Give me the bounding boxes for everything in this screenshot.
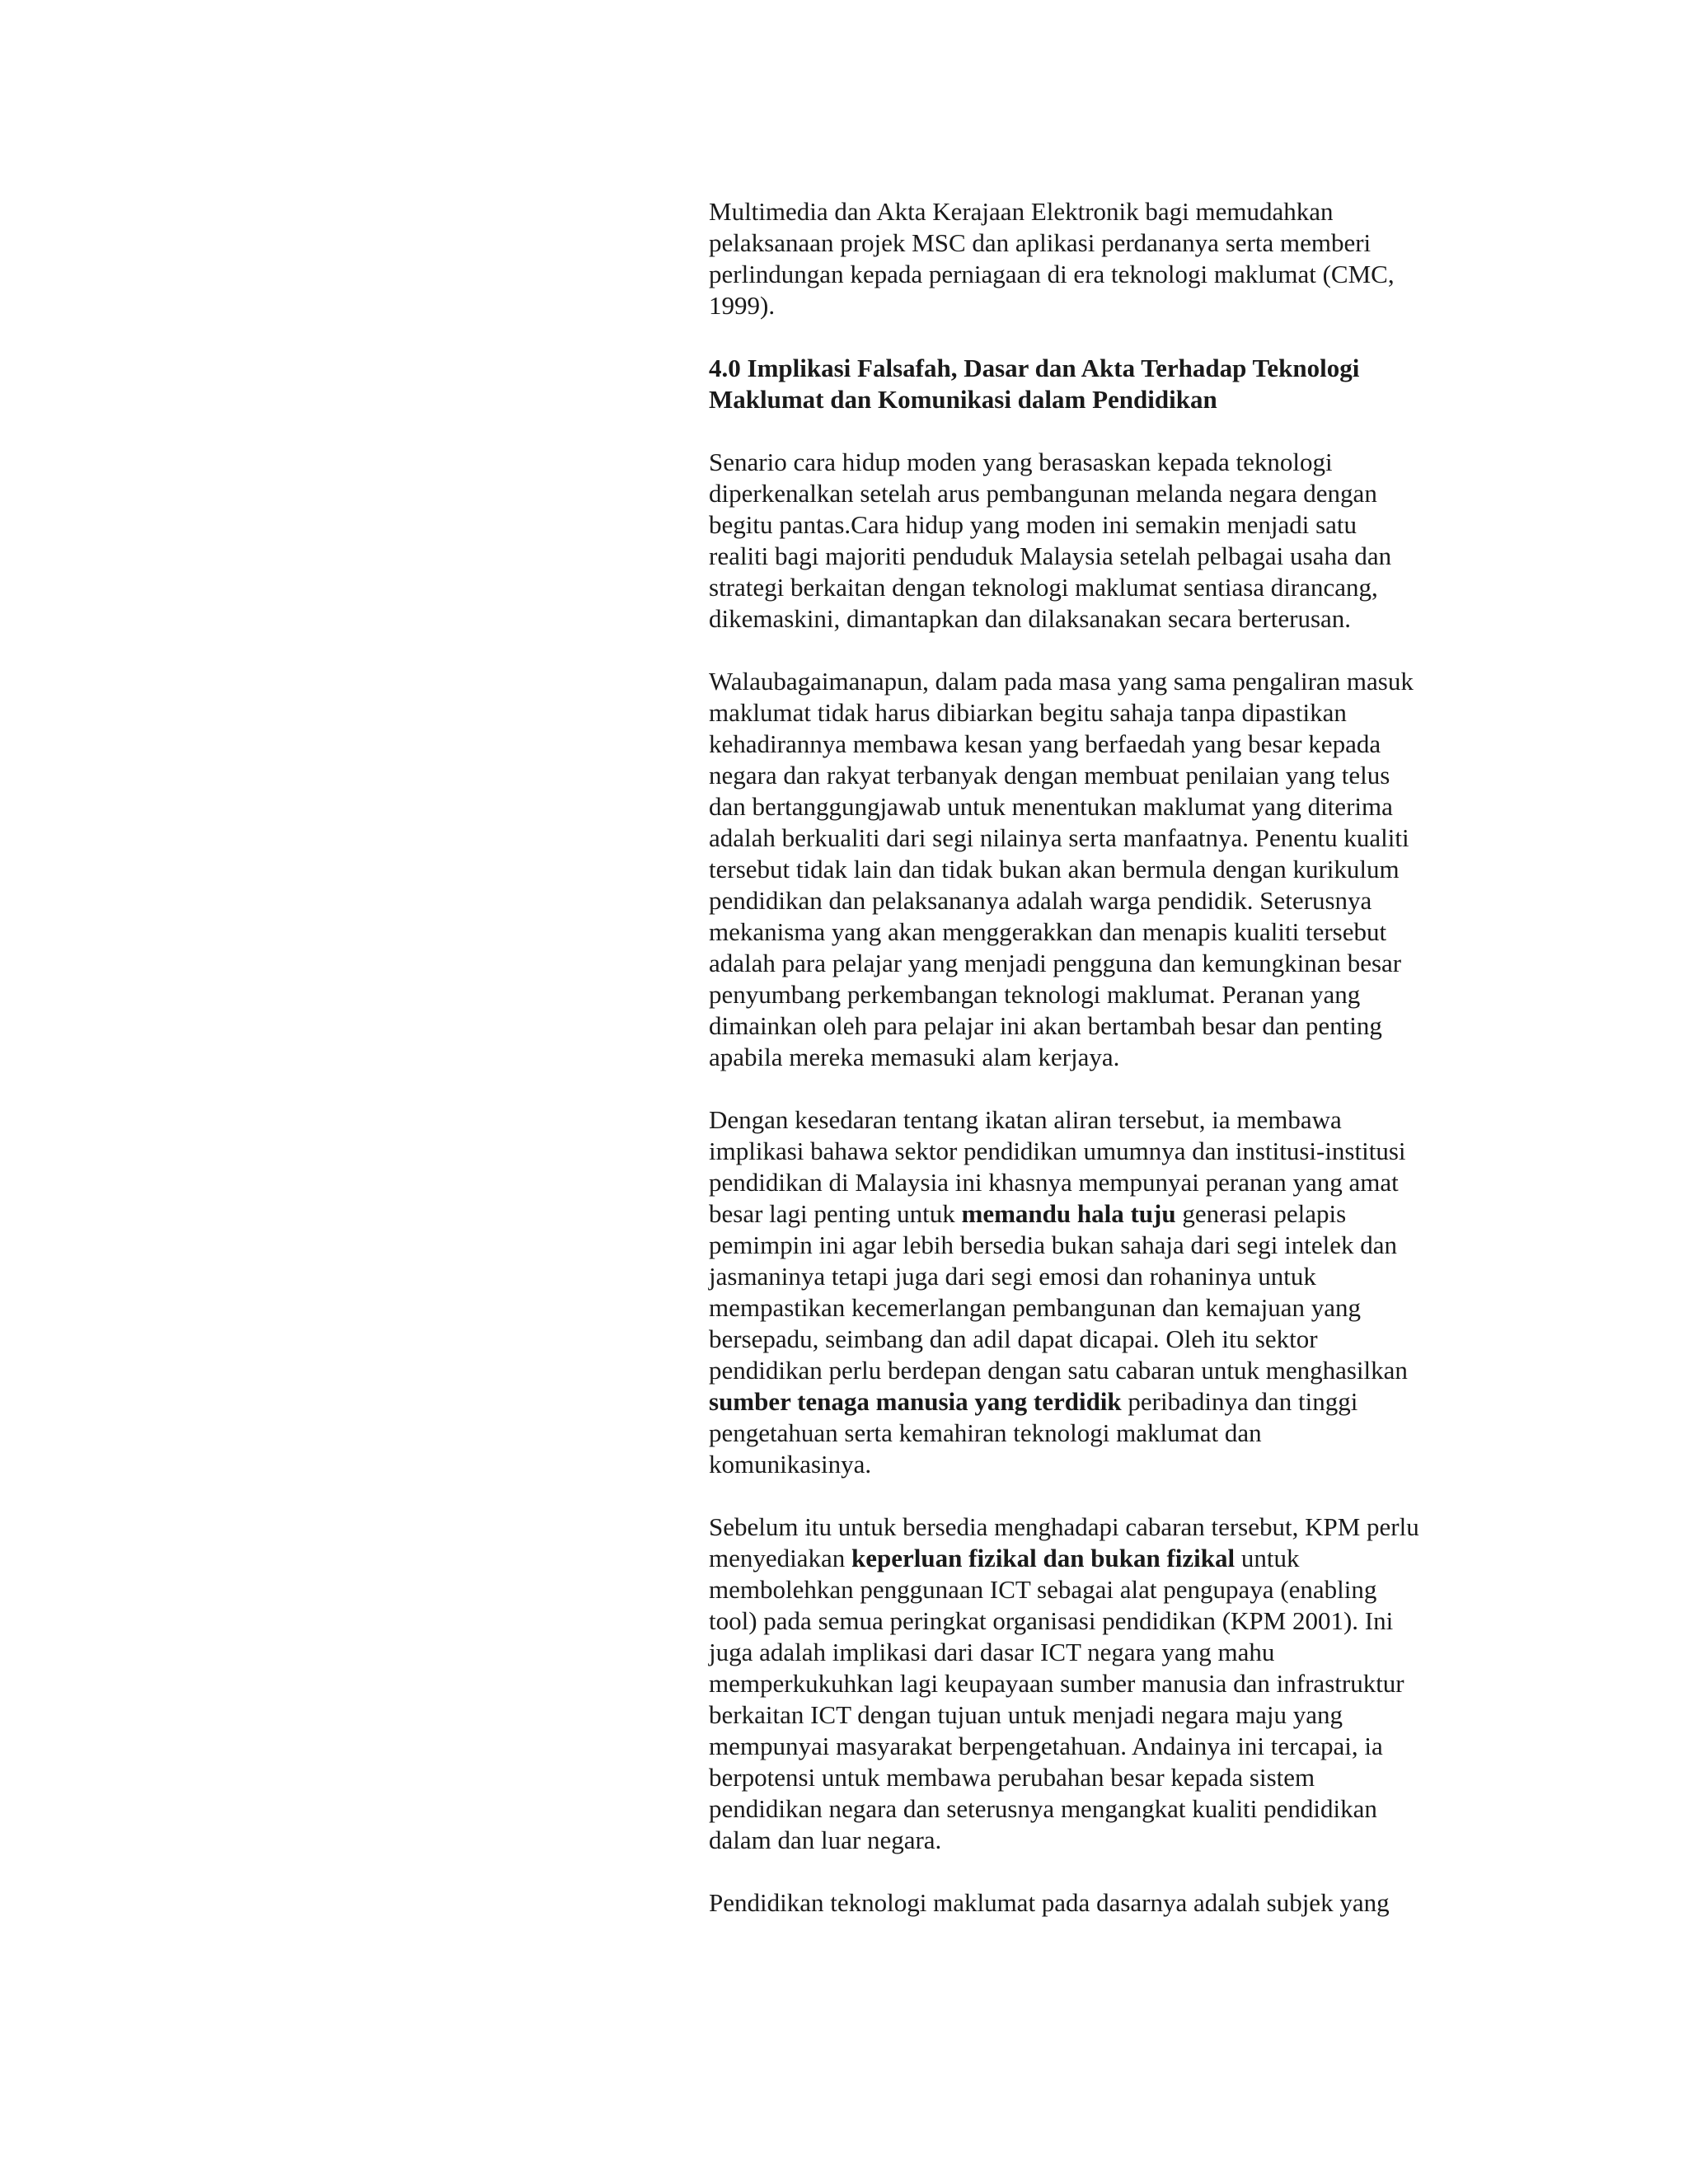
text-line: dikemaskini, dimantapkan dan dilaksanakan secara berterusan. — [709, 604, 1352, 633]
text-line: pengetahuan serta kemahiran teknologi maklumat dan — [709, 1418, 1262, 1447]
emphasis-keperluan-fizikal: keperluan fizikal dan bukan fizikal — [851, 1544, 1236, 1572]
text-line: tersebut tidak lain dan tidak bukan akan bermula dengan kurikulum — [709, 855, 1400, 883]
text-line: realiti bagi majoriti penduduk Malaysia setelah pelbagai usaha dan — [709, 541, 1392, 570]
emphasis-memandu-hala-tuju: memandu hala tuju — [961, 1199, 1176, 1228]
text-line: maklumat tidak harus dibiarkan begitu sahaja tanpa dipastikan — [709, 698, 1347, 727]
paragraph-pendidikan — [709, 1887, 1475, 1919]
paragraph-walaubagaimanapun — [709, 666, 1475, 1073]
text-line: pendidikan di Malaysia ini khasnya mempunyai peranan yang amat — [709, 1168, 1399, 1197]
text-line: perlindungan kepada perniagaan di era teknologi maklumat (CMC, — [709, 260, 1395, 288]
text-line: bersepadu, seimbang dan adil dapat dicapai. Oleh itu sektor — [709, 1324, 1318, 1353]
text-line: negara dan rakyat terbanyak dengan membuat penilaian yang telus — [709, 761, 1390, 790]
paragraph-intro — [709, 196, 1475, 321]
text-line: pelaksanaan projek MSC dan aplikasi perdananya serta memberi — [709, 228, 1372, 257]
text-line: Walaubagaimanapun, dalam pada masa yang sama pengaliran masuk — [709, 667, 1414, 696]
text-run: peribadinya dan tinggi — [1121, 1387, 1358, 1416]
text-line: kehadirannya membawa kesan yang berfaedah yang besar kepada — [709, 729, 1381, 758]
text-line: Senario cara hidup moden yang berasaskan kepada teknologi — [709, 448, 1333, 476]
text-line: strategi berkaitan dengan teknologi maklumat sentiasa dirancang, — [709, 573, 1378, 602]
text-line — [709, 1543, 1475, 1574]
text-line: pemimpin ini agar lebih bersedia bukan sahaja dari segi intelek dan — [709, 1230, 1398, 1259]
section-heading — [709, 353, 1475, 415]
text-line: dan bertanggungjawab untuk menentukan maklumat yang diterima — [709, 792, 1393, 821]
text-line: Multimedia dan Akta Kerajaan Elektronik bagi memudahkan — [709, 197, 1334, 226]
text-column — [709, 196, 1475, 1950]
text-run: untuk — [1235, 1544, 1300, 1572]
paragraph-senario — [709, 447, 1475, 635]
text-line: tool) pada semua peringkat organisasi pendidikan (KPM 2001). Ini — [709, 1606, 1394, 1635]
heading-line: 4.0 Implikasi Falsafah, Dasar dan Akta Terhadap Teknologi — [709, 354, 1360, 382]
text-line: adalah berkualiti dari segi nilainya serta manfaatnya. Penentu kualiti — [709, 823, 1409, 852]
text-line: adalah para pelajar yang menjadi pengguna dan kemungkinan besar — [709, 949, 1402, 977]
text-line: apabila mereka memasuki alam kerjaya. — [709, 1043, 1120, 1071]
text-line: berkaitan ICT dengan tujuan untuk menjadi negara maju yang — [709, 1700, 1343, 1729]
text-line: pendidikan negara dan seterusnya mengangkat kualiti pendidikan — [709, 1794, 1377, 1823]
text-line: berpotensi untuk membawa perubahan besar kepada sistem — [709, 1763, 1315, 1792]
text-line: begitu pantas.Cara hidup yang moden ini semakin menjadi satu — [709, 510, 1357, 539]
text-line: Sebelum itu untuk bersedia menghadapi cabaran tersebut, KPM perlu — [709, 1512, 1419, 1541]
paragraph-dengan — [709, 1104, 1475, 1480]
text-run: generasi pelapis — [1175, 1199, 1347, 1228]
paragraph-sebelum — [709, 1511, 1475, 1856]
text-line: 1999). — [709, 291, 776, 320]
text-line: pendidikan perlu berdepan dengan satu cabaran untuk menghasilkan — [709, 1356, 1408, 1385]
text-run: menyediakan — [709, 1544, 852, 1572]
text-line: komunikasinya. — [709, 1450, 872, 1479]
text-line: mempunyai masyarakat berpengetahuan. Andainya ini tercapai, ia — [709, 1732, 1383, 1760]
text-line: dalam dan luar negara. — [709, 1825, 942, 1854]
text-line — [709, 1198, 1475, 1230]
text-line: juga adalah implikasi dari dasar ICT negara yang mahu — [709, 1638, 1275, 1666]
text-line: pendidikan dan pelaksananya adalah warga pendidik. Seterusnya — [709, 886, 1372, 915]
text-line: mekanisma yang akan menggerakkan dan menapis kualiti tersebut — [709, 917, 1387, 946]
text-line: membolehkan penggunaan ICT sebagai alat pengupaya (enabling — [709, 1575, 1377, 1604]
text-line: penyumbang perkembangan teknologi maklumat. Peranan yang — [709, 980, 1361, 1009]
heading-line: Maklumat dan Komunikasi dalam Pendidikan — [709, 385, 1217, 414]
text-line: memperkukuhkan lagi keupayaan sumber manusia dan infrastruktur — [709, 1669, 1404, 1698]
emphasis-sumber-tenaga-manusia: sumber tenaga manusia yang terdidik — [709, 1387, 1122, 1416]
text-line: jasmaninya tetapi juga dari segi emosi dan rohaninya untuk — [709, 1262, 1316, 1291]
text-line: implikasi bahawa sektor pendidikan umumnya dan institusi-institusi — [709, 1137, 1406, 1165]
text-line: diperkenalkan setelah arus pembangunan melanda negara dengan — [709, 479, 1377, 508]
text-line — [709, 1386, 1475, 1418]
text-line: mempastikan kecemerlangan pembangunan dan kemajuan yang — [709, 1293, 1362, 1322]
text-line: Pendidikan teknologi maklumat pada dasarnya adalah subjek yang — [709, 1888, 1390, 1917]
text-line: dimainkan oleh para pelajar ini akan bertambah besar dan penting — [709, 1011, 1382, 1040]
text-line: Dengan kesedaran tentang ikatan aliran tersebut, ia membawa — [709, 1105, 1342, 1134]
text-run: besar lagi penting untuk — [709, 1199, 962, 1228]
